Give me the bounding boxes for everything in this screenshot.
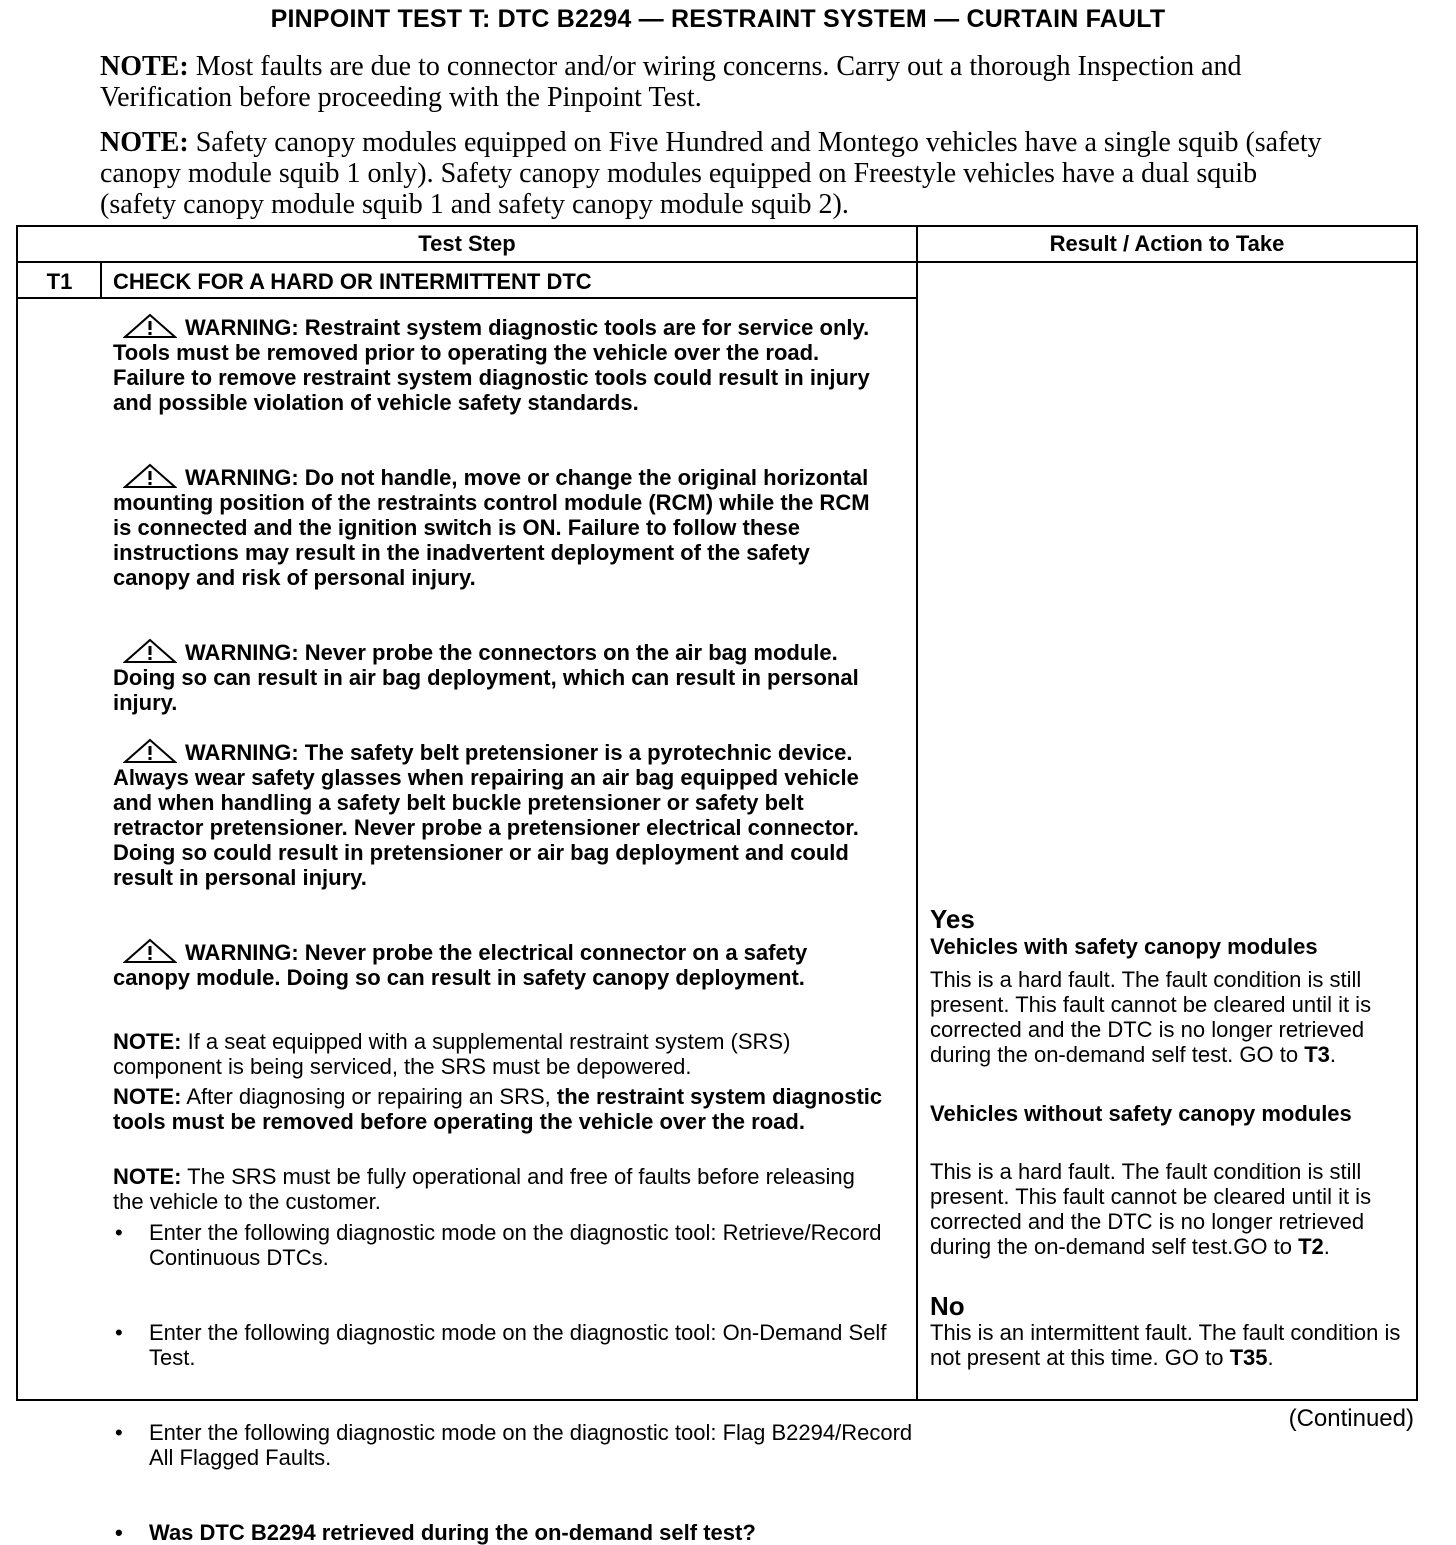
- page-title: PINPOINT TEST T: DTC B2294 — RESTRAINT SYSTEM — CURTAIN FAULT: [270, 5, 1166, 33]
- result-no-label: No: [930, 1291, 965, 1321]
- note-text: Most faults are due to connector and/or wiring concerns. Carry out a thorough Inspection and Verification before proceeding with the Pinpoint Test.: [100, 51, 1242, 113]
- note-label: NOTE:: [100, 51, 189, 82]
- note-text: The SRS must be fully operational and free of faults before releasing the vehicle to the customer.: [113, 1164, 855, 1214]
- warning-text: WARNING: Never probe the electrical connector on a safety canopy module. Doing so can result in safety canopy deployment.: [113, 940, 808, 990]
- result-no-text: [930, 1320, 1415, 1370]
- bullet: •: [115, 1320, 123, 1345]
- bullet: •: [115, 1420, 123, 1445]
- warning-text: WARNING: Never probe the connectors on the air bag module. Doing so can result in air bag deployment, which can result in personal injury.: [113, 640, 859, 715]
- intro-note-2: [100, 127, 1330, 220]
- note-text: After diagnosing or repairing an SRS,: [181, 1084, 557, 1109]
- bullet: •: [115, 1520, 123, 1545]
- result-with-modules-label: Vehicles with safety canopy modules: [930, 934, 1318, 959]
- list-item-text: Enter the following diagnostic mode on the diagnostic tool: On-Demand Self Test.: [149, 1320, 887, 1370]
- bullet: •: [115, 1220, 123, 1245]
- question-text: Was DTC B2294 retrieved during the on-demand self test?: [149, 1520, 756, 1545]
- result-with-modules-text: [930, 967, 1415, 1067]
- warning-triangle-icon: [123, 738, 177, 764]
- continued-label: (Continued): [1288, 1405, 1414, 1432]
- question-item: [113, 1520, 924, 1545]
- step-note-3: [113, 1164, 888, 1214]
- warning-5: [113, 938, 888, 990]
- result-without-modules-text: [930, 1159, 1415, 1259]
- step-title: CHECK FOR A HARD OR INTERMITTENT DTC: [113, 269, 592, 294]
- header-result-action: Result / Action to Take: [1049, 231, 1285, 256]
- note-label: NOTE:: [113, 1164, 182, 1189]
- goto-step-link[interactable]: T2: [1298, 1234, 1324, 1259]
- warning-text: WARNING: Do not handle, move or change the original horizontal mounting position of the restraints control module (RCM) while the RCM is connected and the ignition switch is ON. Failure to follow these instructions may result in the inadvertent deployment of the safety canopy and risk of personal injury.: [113, 465, 870, 590]
- list-item: [113, 1220, 924, 1270]
- list-item: [113, 1320, 924, 1370]
- goto-step-link[interactable]: T35: [1229, 1345, 1268, 1370]
- warning-triangle-icon: [123, 938, 177, 964]
- result-text: This is an intermittent fault. The fault condition is not present at this time. GO to: [930, 1320, 1401, 1370]
- note-emphasis: the restraint system diagnostic tools must be removed before operating the vehicle over the road.: [113, 1084, 883, 1134]
- result-without-modules-label: Vehicles without safety canopy modules: [930, 1101, 1352, 1126]
- list-item: [113, 1420, 924, 1470]
- step-id: T1: [46, 269, 73, 294]
- result-text: This is a hard fault. The fault condition is still present. This fault cannot be cleared until it is corrected and the DTC is no longer retrieved during the on-demand self test.GO to: [930, 1159, 1372, 1259]
- step-title-divider: [18, 297, 916, 299]
- note-text: Safety canopy modules equipped on Five Hundred and Montego vehicles have a single squib (safety canopy module squib 1 only). Safety canopy modules equipped on Freestyle vehicles have a dual squib (safety canopy module squib 1 and safety canopy module squib 2).: [100, 127, 1322, 220]
- warning-2: [113, 463, 888, 590]
- header-test-step: Test Step: [418, 231, 516, 256]
- list-item-text: Enter the following diagnostic mode on the diagnostic tool: Flag B2294/Record All Flagged Faults.: [149, 1420, 913, 1470]
- warning-3: [113, 638, 888, 715]
- warning-triangle-icon: [123, 313, 177, 339]
- warning-1: [113, 313, 888, 415]
- period: .: [1329, 1042, 1337, 1067]
- period: .: [1323, 1234, 1330, 1259]
- result-yes-label: Yes: [930, 904, 975, 934]
- list-item-text: Enter the following diagnostic mode on the diagnostic tool: Retrieve/Record Continuous DTCs.: [149, 1220, 882, 1270]
- result-text: This is a hard fault. The fault condition is still present. This fault cannot be cleared until it is corrected and the DTC is no longer retrieved during the on-demand self test. GO to: [930, 967, 1372, 1067]
- step-note-2: [113, 1084, 888, 1134]
- intro-note-1: [100, 51, 1330, 113]
- warning-text: WARNING: Restraint system diagnostic tools are for service only. Tools must be removed prior to operating the vehicle over the road. Failure to remove restraint system diagnostic tools could result in injury and possible violation of vehicle safety standards.: [113, 315, 870, 415]
- note-text: If a seat equipped with a supplemental restraint system (SRS) component is being serviced, the SRS must be depowered.: [113, 1029, 791, 1079]
- warning-triangle-icon: [123, 463, 177, 489]
- goto-step-link[interactable]: T3: [1304, 1042, 1330, 1067]
- header-divider: [18, 261, 1416, 263]
- warning-text: WARNING: The safety belt pretensioner is a pyrotechnic device. Always wear safety glasses when repairing an air bag equipped vehicle and when handling a safety belt buckle pretensioner or safety belt retractor pretensioner. Never probe a pretensioner electrical connector. Doing so could result in pretensioner or air bag deployment and could result in personal injury.: [113, 740, 859, 890]
- period: .: [1267, 1345, 1274, 1370]
- note-label: NOTE:: [113, 1029, 182, 1054]
- warning-triangle-icon: [123, 638, 177, 664]
- note-label: NOTE:: [113, 1084, 182, 1109]
- warning-4: [113, 738, 888, 890]
- step-note-1: [113, 1029, 888, 1079]
- note-label: NOTE:: [100, 127, 189, 158]
